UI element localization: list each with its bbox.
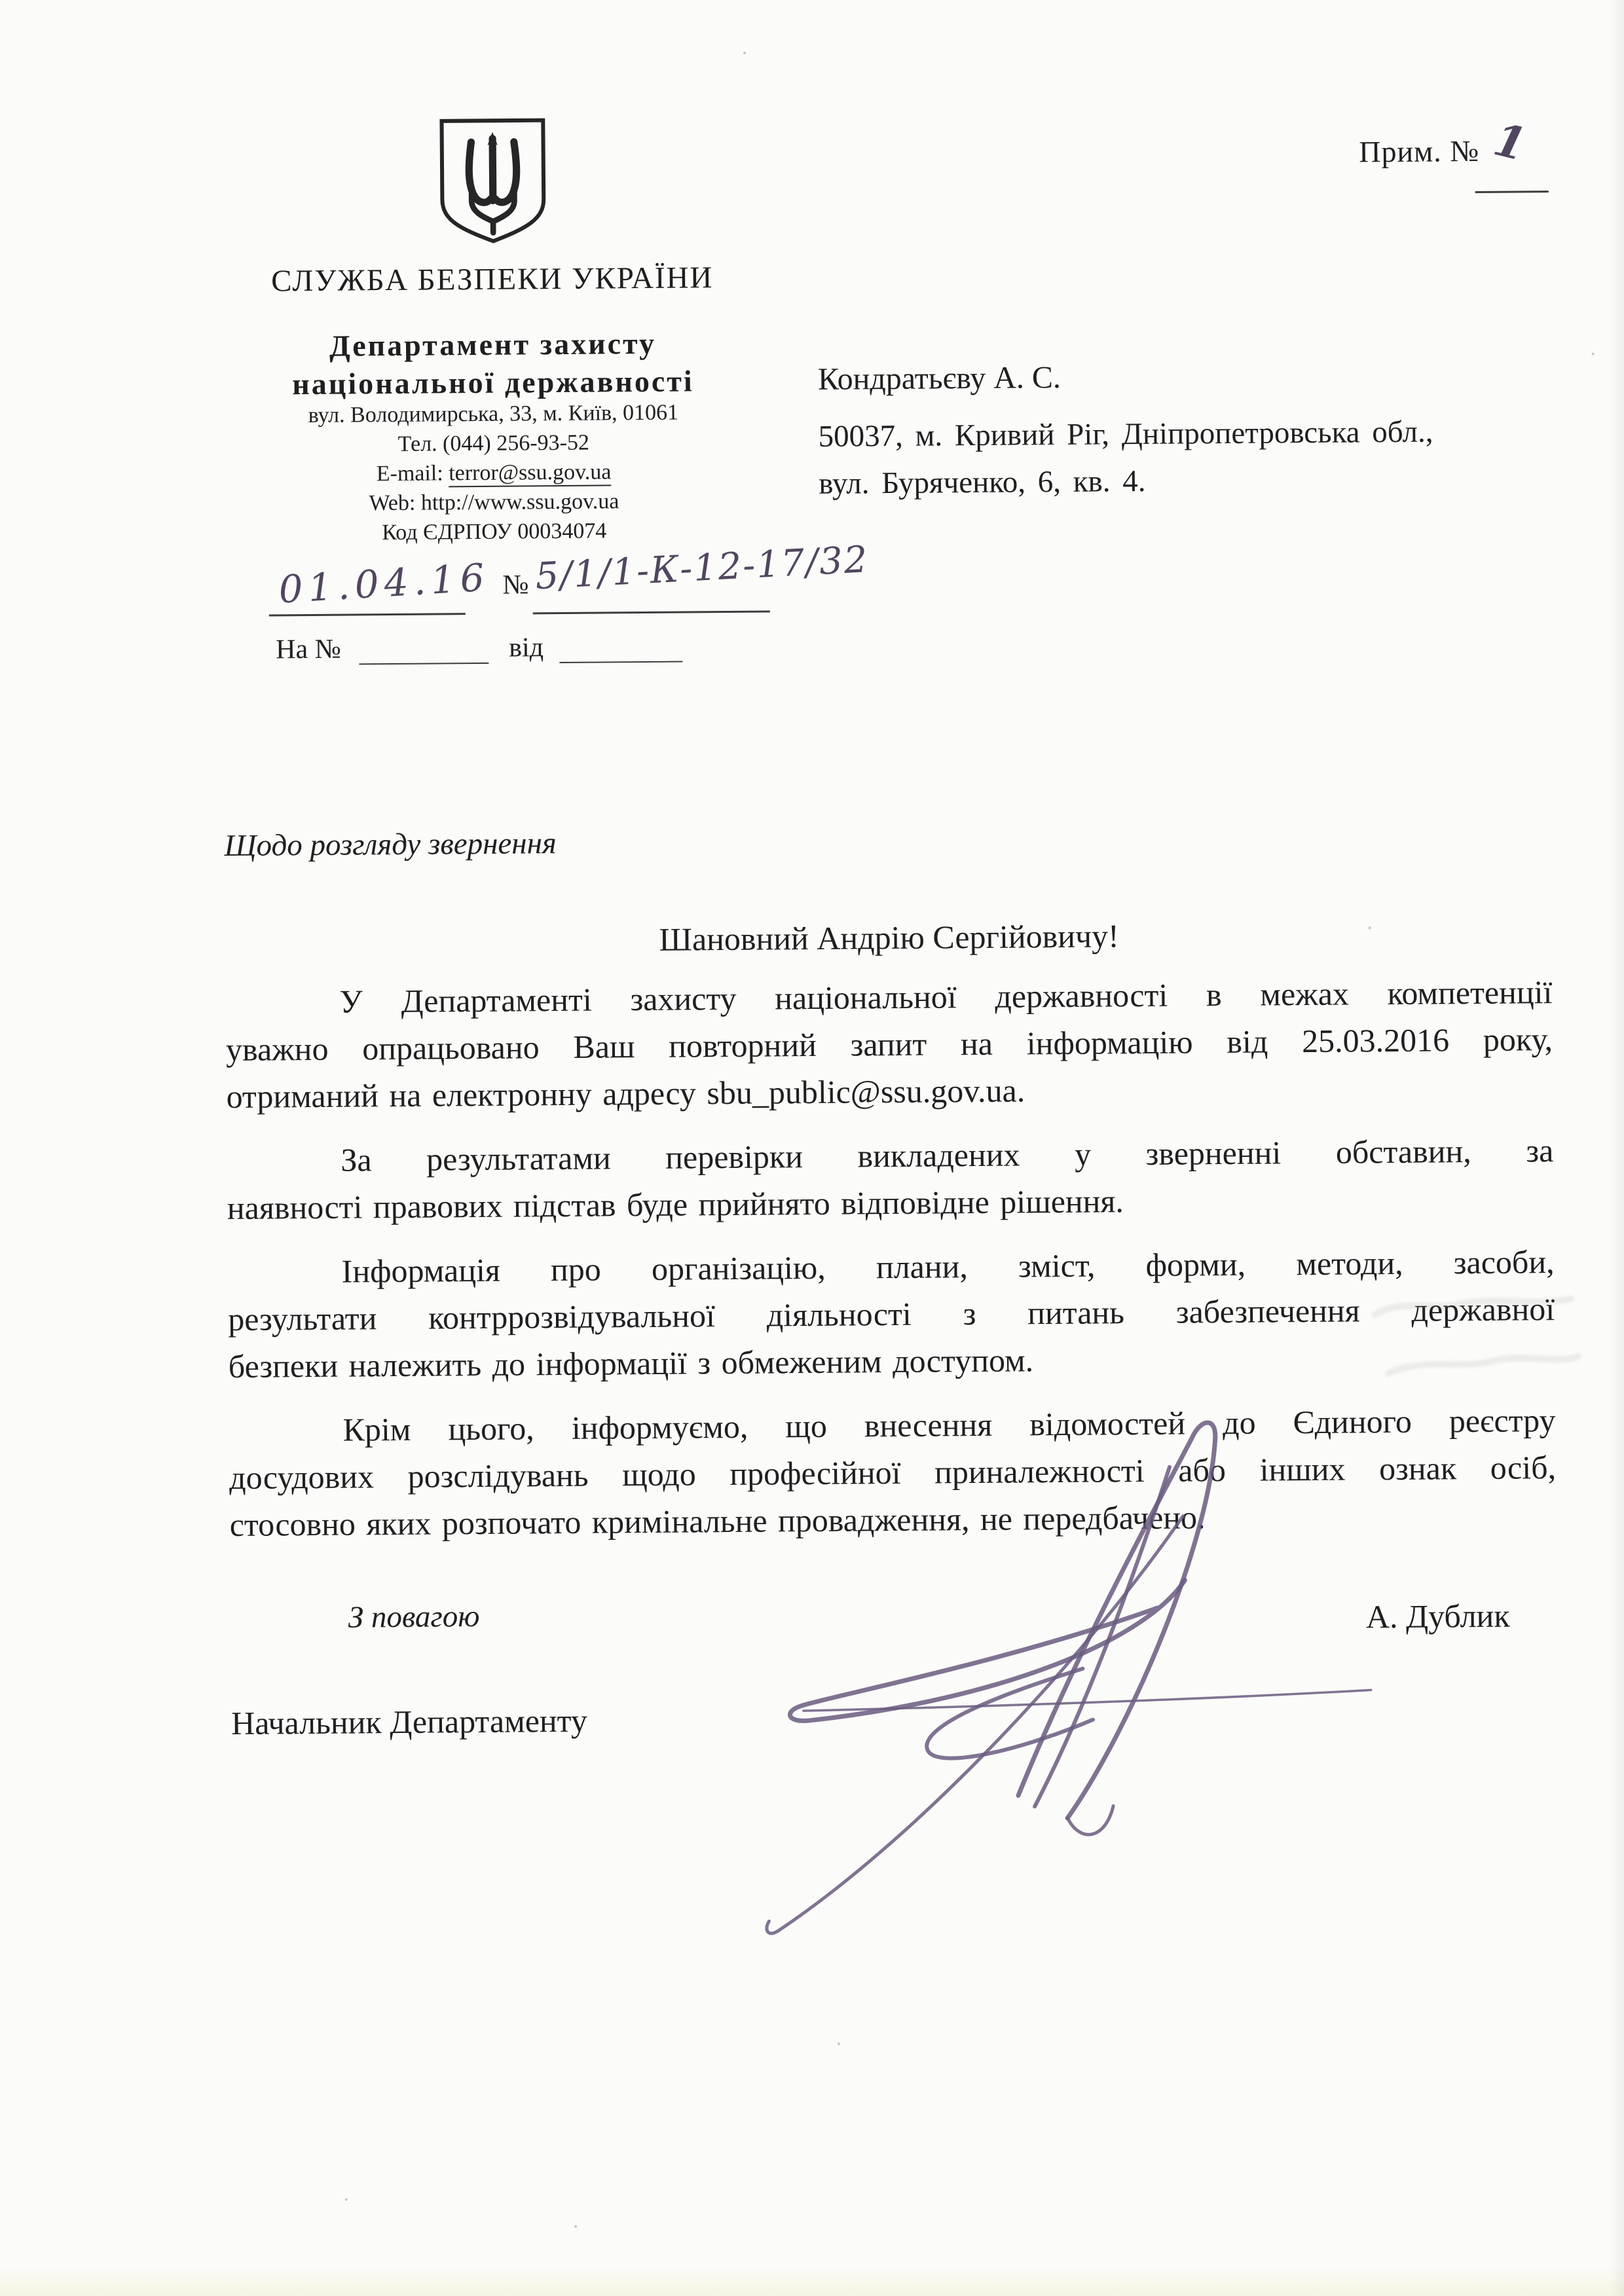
copy-number-handwritten: 1 [1488, 113, 1532, 172]
dust-speck [345, 2198, 348, 2201]
scan-edge-bottom [0, 2267, 1624, 2296]
body-paragraph [225, 968, 1553, 1120]
dust-speck [574, 2225, 577, 2228]
reply-na-label: На № [276, 634, 341, 665]
dust-speck [838, 2043, 840, 2045]
copy-number-label: Прим. № [1359, 134, 1480, 169]
reply-vid-label: від [509, 632, 544, 663]
signer-name: А. Дублик [1365, 1597, 1510, 1635]
scan-edge-right [1610, 0, 1624, 2296]
signer-position: Начальник Департаменту [231, 1702, 588, 1742]
dust-speck [743, 52, 746, 54]
body-paragraph [227, 1127, 1554, 1231]
org-edrpou: Код ЄДРПОУ 00034074 [382, 519, 607, 545]
email-label: E-mail: [376, 461, 449, 486]
closing-regards: З повагою [348, 1599, 480, 1635]
org-email-line [219, 456, 769, 490]
body-paragraph [227, 1238, 1555, 1390]
department-name [217, 324, 768, 405]
copy-number-underline [1475, 191, 1549, 193]
body-line: У Департаменті захисту національної державності в межах компетенції [339, 974, 1553, 1020]
org-phone: Тел. (044) 256-93-52 [397, 430, 590, 456]
body-line: результати контррозвідувальної діяльності з питань забезпечення державної [228, 1290, 1555, 1338]
outgoing-number-handwritten: 5/1/1-К-12-17/32 [534, 538, 870, 598]
body-line: досудових розслідувань щодо професійної приналежності або інших ознак осіб, [229, 1449, 1557, 1497]
salutation: Шановний Андрію Сергійовичу! [659, 917, 1120, 958]
dust-speck [1369, 926, 1371, 929]
recipient-name: Кондратьєву А. С. [817, 359, 1061, 397]
recipient-address-line1: 50037, м. Кривий Ріг, Дніпропетровська обл., [818, 414, 1433, 454]
number-underline [533, 610, 770, 614]
recipient-address-line2: вул. Буряченко, 6, кв. 4. [819, 464, 1146, 501]
ukraine-trident-emblem-icon [436, 113, 550, 248]
date-underline [269, 613, 466, 616]
body-line: За результатами перевірки викладених у зверненні обставин, за [341, 1132, 1554, 1178]
org-address: вул. Володимирська, 33, м. Київ, 01061 [308, 400, 679, 428]
body-line: отриманий на електронну адресу sbu_public@ssu.gov.ua. [226, 1072, 1025, 1116]
department-line2: національної державності [292, 364, 694, 401]
subject-line: Щодо розгляду звернення [224, 826, 557, 864]
department-line1: Департамент захисту [329, 326, 657, 363]
reply-number-underline [359, 663, 489, 665]
body-line: уважно опрацьовано Ваш повторний запит на інформацію від 25.03.2016 року, [225, 1021, 1553, 1068]
org-name: СЛУЖБА БЕЗПЕКИ УКРАЇНИ [270, 261, 714, 299]
outgoing-date-handwritten: 01.04.16 [277, 555, 491, 612]
ink-bleed-artifact [1361, 1274, 1585, 1413]
signature [724, 1410, 1382, 1952]
body-line: стосовно яких розпочато кримінальне провадження, не передбачено. [229, 1499, 1206, 1544]
body-line: Інформація про організацію, плани, зміст, форми, методи, засоби, [341, 1243, 1555, 1290]
body-line: Крім цього, інформуємо, що внесення відомостей до Єдиного реєстру [342, 1402, 1556, 1448]
org-email: terror@ssu.gov.ua [449, 460, 611, 487]
dust-speck [1592, 353, 1595, 355]
body-line: наявності правових підстав буде прийнято відповідне рішення. [227, 1182, 1124, 1227]
number-sign: № [502, 570, 529, 600]
reply-date-underline [559, 661, 682, 663]
letterhead-contacts [218, 397, 769, 549]
body-line: безпеки належить до інформації з обмеженим доступом. [228, 1341, 1034, 1385]
org-web: Web: http://www.ssu.gov.ua [369, 489, 619, 516]
